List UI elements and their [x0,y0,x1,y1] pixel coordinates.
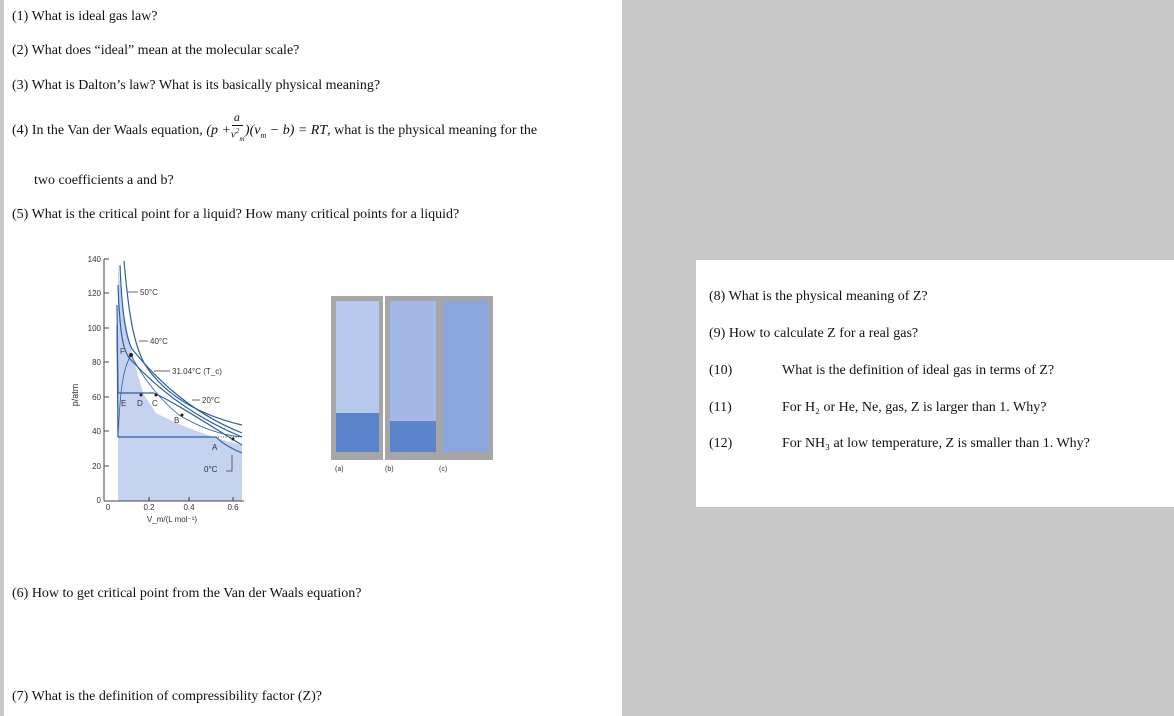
x-axis-label: V_m/(L mol⁻¹) [146,515,198,524]
question-7: (7) What is the definition of compressibility factor (Z)? [12,689,322,704]
point-D-marker [140,394,143,397]
fraction-numerator: a [233,110,240,124]
question-2: (2) What does “ideal” mean at the molecular scale? [12,43,300,58]
critical-point-marker [129,353,133,357]
x-tick-label: 0.6 [227,503,239,512]
question-11-text: For H₂ or He, Ne, gas, Z is larger than 1. Why? [782,400,1047,415]
y-tick-label: 60 [92,393,101,402]
series-label-0c: 0°C [204,465,218,474]
cylinder-b [385,296,440,460]
figure-pv-diagram [4,245,622,535]
y-tick-label: 140 [87,255,101,264]
x-tick-label: 0 [105,503,111,512]
question-4-suffix: , what is the physical meaning for the [327,123,538,139]
question-12-text: For NH₃ at low temperature, Z is smaller than 1. Why? [782,436,1090,451]
point-A-marker [232,438,235,441]
equation-fraction: $\frac{a}{v^2_m}$ [230,110,245,143]
document-page-left [4,0,622,716]
question-5: (5) What is the critical point for a liquid? How many critical points for a liquid? [12,207,460,222]
question-9: (9) How to calculate Z for a real gas? [709,326,919,341]
cylinder-a [331,296,383,460]
question-1: (1) What is ideal gas law? [12,9,158,24]
document-page-right [696,260,1174,507]
point-label-B: B [174,416,180,425]
point-label-F: F [120,347,125,356]
question-4: (4) In the Van der Waals equation, (p + $\frac{a}{v^2_m}$ )$(v_m - b)$ = RT, what is the physical meaning for the [12,110,538,143]
figure-label-a: (a) [335,466,344,473]
y-axis-label: p/atm [70,383,80,407]
x-tick-label: 0.2 [143,503,155,512]
point-C-marker [155,394,158,397]
series-label-40c: 40°C [150,337,168,346]
y-tick-label: 100 [87,324,101,333]
question-12-number: (12) [709,436,733,451]
point-label-C: C [152,399,158,408]
cylinder-c [438,296,493,460]
question-4-line2: two coefficients a and b? [34,173,174,188]
y-tick-label: 20 [92,462,101,471]
equation-rest: )(v [244,123,261,139]
question-10-text: What is the definition of ideal gas in terms of Z? [782,363,1055,378]
point-label-D: D [137,399,143,408]
y-tick-label: 80 [92,358,101,367]
figure-label-b: (b) [385,466,394,473]
question-4-prefix: (4) In the Van der Waals equation, [12,123,207,139]
y-tick-label: 0 [96,496,101,505]
point-label-A: A [212,443,218,452]
series-label-31c: 31.04°C (T_c) [172,367,222,376]
x-tick-label: 0.4 [183,503,195,512]
question-6: (6) How to get critical point from the Van der Waals equation? [12,586,362,601]
question-3: (3) What is Dalton’s law? What is its basically physical meaning? [12,78,381,93]
shaded-region [118,265,242,501]
equation-end: − b) = RT [266,123,328,139]
question-11-number: (11) [709,400,732,415]
equation-open: (p + [206,123,231,139]
series-label-50c: 50°C [140,288,158,297]
y-ticks [104,259,109,466]
figure-label-c: (c) [439,466,448,473]
fraction-denominator: v [230,128,236,141]
question-8: (8) What is the physical meaning of Z? [709,289,928,304]
point-label-E: E [121,399,127,408]
series-label-20c: 20°C [202,396,220,405]
y-tick-label: 40 [92,427,101,436]
y-tick-label: 120 [87,289,101,298]
question-10-number: (10) [709,363,733,378]
point-B-marker [181,414,184,417]
